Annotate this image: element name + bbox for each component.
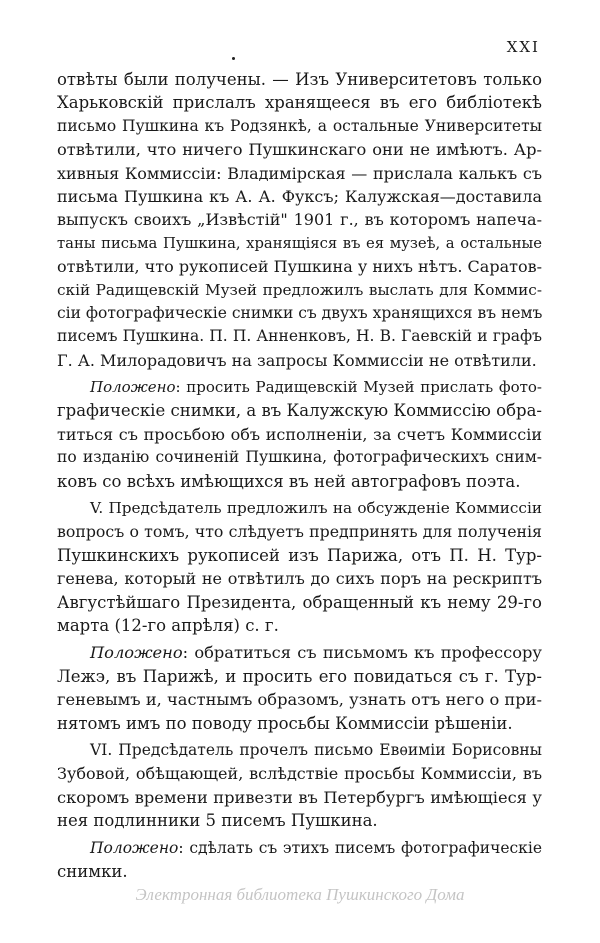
resolution-label: Положено	[90, 378, 176, 397]
text-line: таны письма Пушкина, хранящіяся въ ея музеѣ, а остальные	[57, 234, 542, 252]
text-line: снимки.	[57, 861, 128, 881]
text-line: писемъ Пушкина. П. П. Анненковъ, Н. В. Гаевскій и графъ	[57, 327, 542, 346]
print-speck	[232, 57, 235, 60]
text-line: письмо Пушкина къ Родзянкѣ, а остальные Университеты	[57, 116, 542, 135]
text-line: нятомъ имъ по поводу просьбы Коммиссіи рѣшеніи.	[57, 713, 513, 733]
text-line: Зубовой, обѣщающей, вслѣдствіе просьбы Коммиссіи, въ	[57, 764, 542, 784]
text-line: Харьковскій прислалъ хранящееся въ его библіотекѣ	[57, 93, 542, 113]
resolution-text: : просить Радищевскій Музей прислать фото-	[175, 378, 542, 397]
text-line: Лежэ, въ Парижѣ, и просить его повидаться съ г. Тур-	[57, 666, 542, 686]
resolution-label: Положено	[90, 643, 183, 663]
text-line: выпускъ своихъ „Извѣстій" 1901 г., въ которомъ напеча-	[57, 210, 542, 230]
text-line: отвѣтили, что ничего Пушкинскаго они не имѣютъ. Ар-	[57, 140, 542, 160]
text-line: Г. А. Милорадовичъ на запросы Коммиссіи не отвѣтили.	[57, 350, 537, 370]
section-v-first-line: V. Предсѣдатель предложилъ на обсужденіе Коммиссіи	[90, 499, 542, 518]
text-line: сіи фотографическіе снимки съ двухъ хранящихся въ немъ	[57, 303, 542, 322]
resolution-first-line	[57, 376, 542, 399]
library-watermark: Электронная библиотека Пушкинского Дома	[135, 885, 465, 904]
text-line: геневымъ и, частнымъ образомъ, узнать отъ него о при-	[57, 690, 542, 710]
text-line: отвѣты были получены. — Изъ Университетовъ только	[57, 70, 542, 89]
text-line: нея подлинники 5 писемъ Пушкина.	[57, 811, 378, 831]
resolution-text: : обратиться съ письмомъ къ профессору	[182, 643, 542, 663]
text-line: генева, который не отвѣтилъ до сихъ поръ на рескриптъ	[57, 569, 542, 589]
text-line: Августѣйшаго Президента, обращенный къ нему 29-го	[57, 592, 542, 612]
text-line: ковъ со всѣхъ имѣющихся въ ней автографовъ поэта.	[57, 471, 521, 491]
text-line: скоромъ времени привезти въ Петербургъ имѣющіеся у	[57, 787, 542, 807]
resolution-label: Положено	[90, 838, 179, 857]
text-line: письма Пушкина къ А. А. Фуксъ; Калужская—доставила	[57, 186, 542, 206]
text-line: скій Радищевскій Музей предложилъ выслать для Коммис-	[57, 280, 542, 299]
page-number: XXI	[506, 38, 540, 56]
section-vi-first-line: VI. Предсѣдатель прочелъ письмо Евѳиміи Борисовны	[90, 740, 542, 759]
text-line: вопросъ о томъ, что слѣдуетъ предпринять для полученія	[57, 522, 542, 542]
text-line: по изданію сочиненій Пушкина, фотографическихъ сним-	[57, 448, 542, 467]
text-line: марта (12-го апрѣля) с. г.	[57, 615, 279, 635]
resolution-text: : сдѣлать съ этихъ писемъ фотографическіе	[178, 838, 542, 857]
text-line: титься съ просьбою объ исполненіи, за счетъ Коммиссіи	[57, 424, 542, 444]
text-line: отвѣтили, что рукописей Пушкина у нихъ нѣтъ. Саратов-	[57, 257, 542, 277]
text-line: хивныя Коммиссіи: Владимірская — прислала калькъ съ	[57, 163, 542, 183]
text-line: Пушкинскихъ рукописей изъ Парижа, отъ П. Н. Тур-	[57, 545, 542, 565]
resolution-first-line	[57, 837, 542, 860]
document-body	[57, 68, 542, 883]
resolution-first-line	[57, 641, 542, 664]
text-line: графическіе снимки, а въ Калужскую Коммиссію обра-	[57, 401, 542, 421]
